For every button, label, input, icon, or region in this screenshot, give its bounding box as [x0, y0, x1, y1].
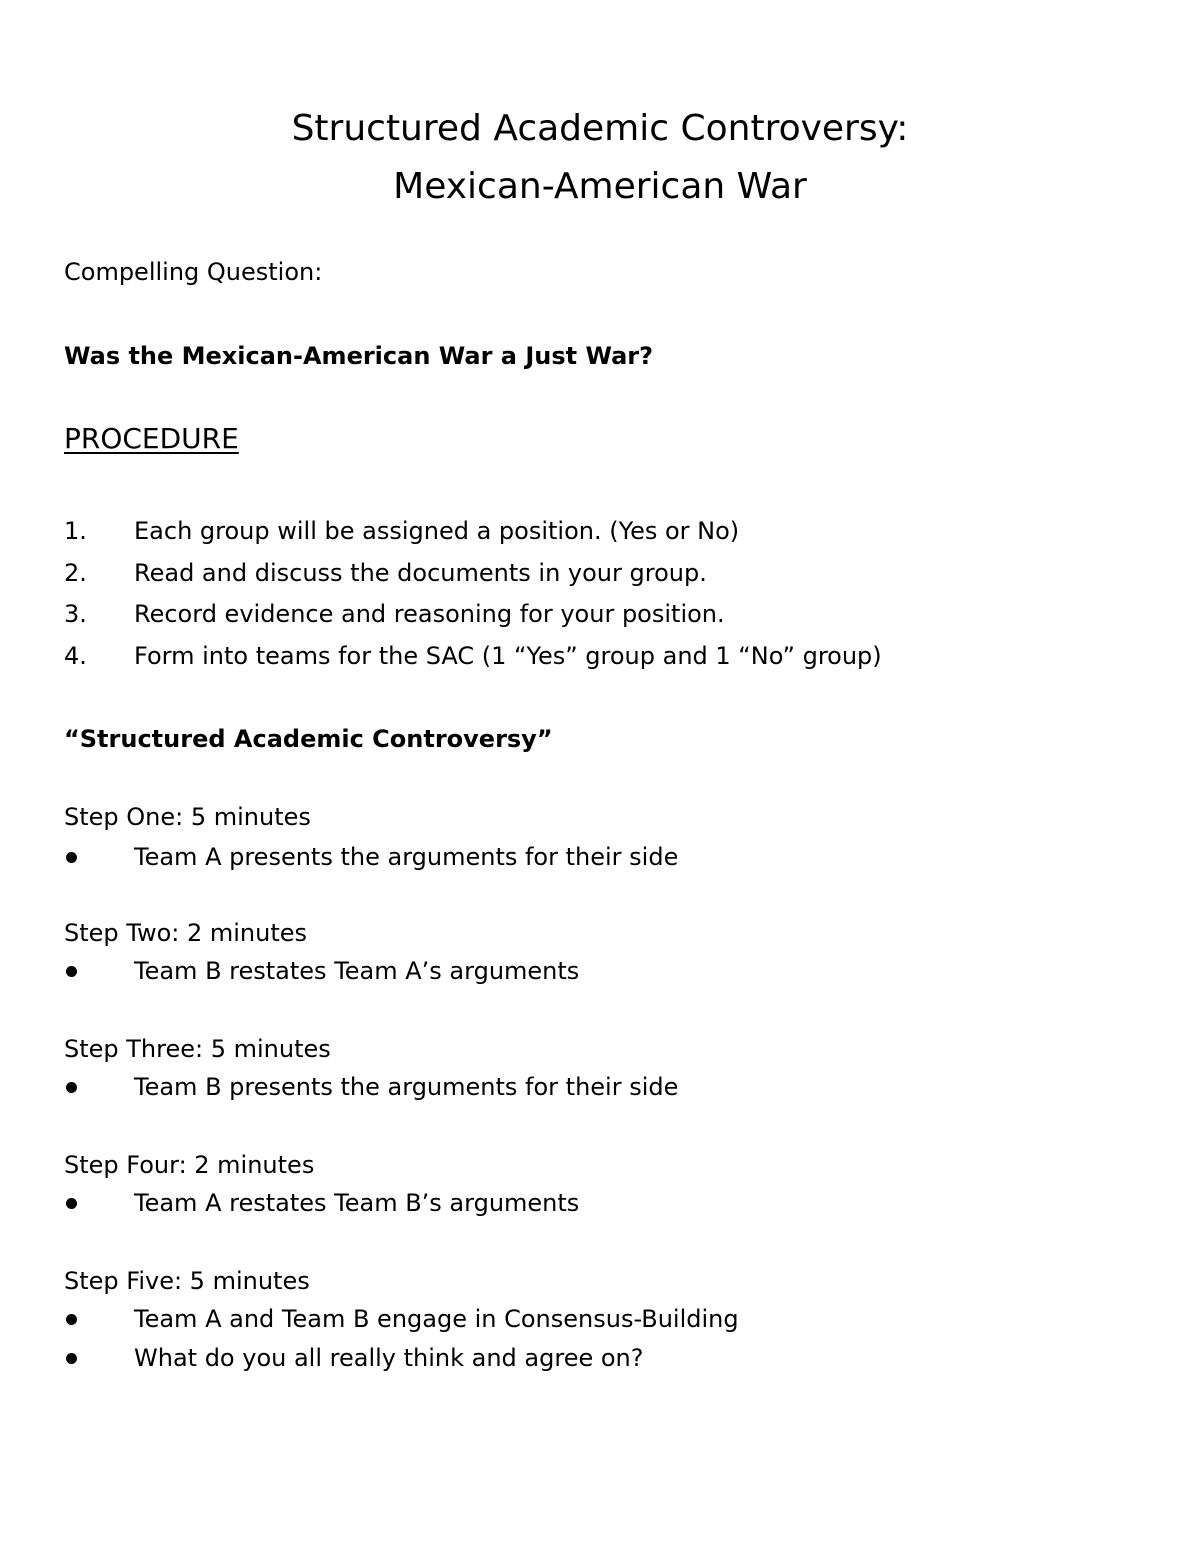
sac-step-label: Step Five: 5 minutes: [64, 1267, 310, 1295]
bullet-text: Team A presents the arguments for their side: [134, 843, 679, 871]
bullet-text: Team A restates Team B’s arguments: [134, 1189, 580, 1217]
compelling-question-label: Compelling Question:: [64, 258, 323, 286]
sac-heading: “Structured Academic Controversy”: [64, 725, 553, 753]
bullet-icon: [66, 1353, 77, 1364]
step-text: Read and discuss the documents in your group.: [134, 559, 707, 587]
document-title-line-2: Mexican-American War: [393, 166, 807, 207]
sac-step-label: Step One: 5 minutes: [64, 803, 311, 831]
bullet-icon: [66, 1314, 77, 1325]
step-number: 4.: [64, 642, 87, 670]
sac-step-label: Step Two: 2 minutes: [64, 919, 308, 947]
bullet-icon: [66, 966, 77, 977]
bullet-icon: [66, 1082, 77, 1093]
step-number: 3.: [64, 600, 87, 628]
bullet-icon: [66, 852, 77, 863]
document-title-line-1: Structured Academic Controversy:: [291, 108, 909, 149]
sac-step-label: Step Four: 2 minutes: [64, 1151, 315, 1179]
bullet-text: Team A and Team B engage in Consensus-Building: [134, 1305, 739, 1333]
step-number: 1.: [64, 517, 87, 545]
step-number: 2.: [64, 559, 87, 587]
step-text: Record evidence and reasoning for your position.: [134, 600, 725, 628]
bullet-text: What do you all really think and agree on?: [134, 1344, 644, 1372]
sac-step-label: Step Three: 5 minutes: [64, 1035, 331, 1063]
step-text: Form into teams for the SAC (1 “Yes” group and 1 “No” group): [134, 642, 882, 670]
procedure-heading: PROCEDURE: [64, 422, 239, 455]
bullet-text: Team B presents the arguments for their side: [134, 1073, 679, 1101]
bullet-icon: [66, 1198, 77, 1209]
step-text: Each group will be assigned a position. (Yes or No): [134, 517, 740, 545]
bullet-text: Team B restates Team A’s arguments: [134, 957, 580, 985]
compelling-question: Was the Mexican-American War a Just War?: [64, 342, 654, 370]
